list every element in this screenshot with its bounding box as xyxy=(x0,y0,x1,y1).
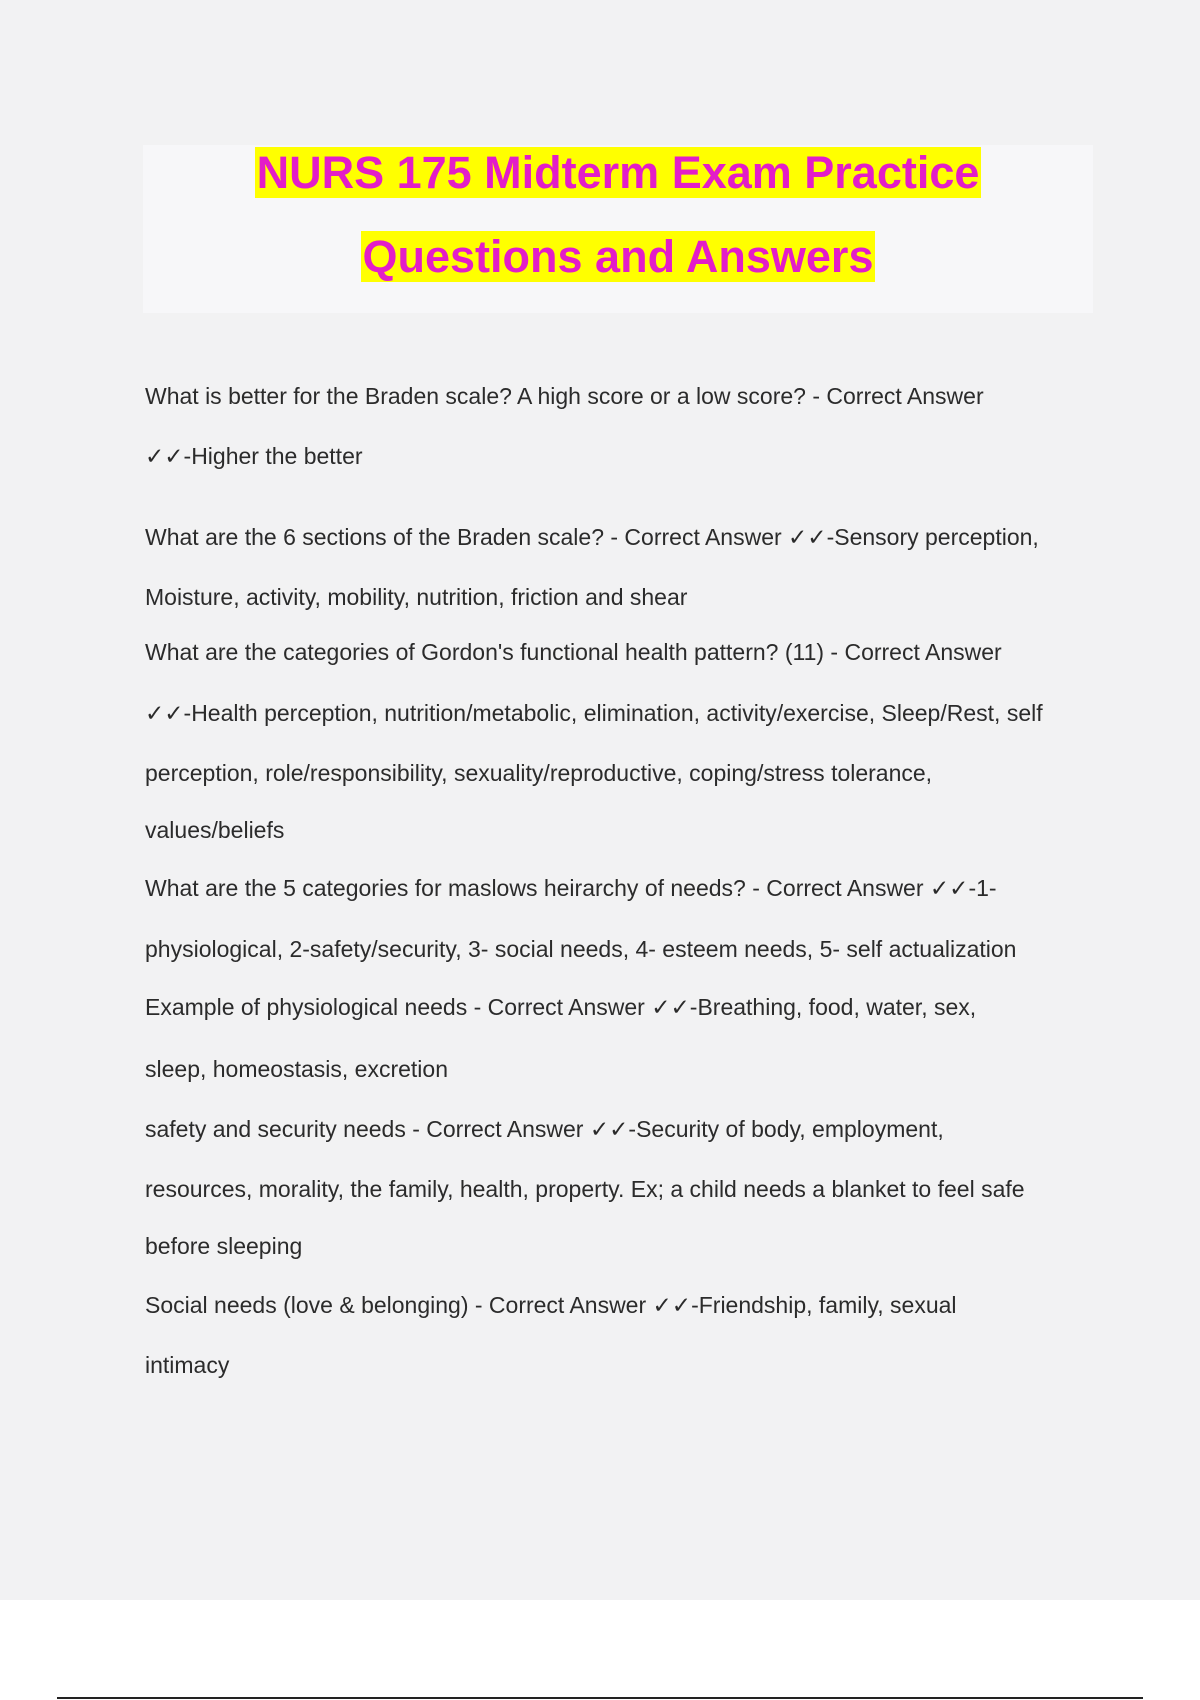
qa-line: What are the categories of Gordon's functional health pattern? (11) - Correct Answer xyxy=(145,639,1002,665)
footer-divider xyxy=(57,1697,1143,1699)
qa-line: What are the 6 sections of the Braden scale? - Correct Answer ✓✓-Sensory perception, xyxy=(145,524,1039,550)
qa-line: physiological, 2-safety/security, 3- social needs, 4- esteem needs, 5- self actualization xyxy=(145,936,1017,962)
qa-line: What are the 5 categories for maslows heirarchy of needs? - Correct Answer ✓✓-1- xyxy=(145,875,997,901)
qa-line: Example of physiological needs - Correct Answer ✓✓-Breathing, food, water, sex, xyxy=(145,994,977,1020)
qa-line: Moisture, activity, mobility, nutrition, friction and shear xyxy=(145,584,688,610)
qa-line: before sleeping xyxy=(145,1233,303,1259)
qa-line: What is better for the Braden scale? A high score or a low score? - Correct Answer xyxy=(145,383,984,409)
title-line-1 xyxy=(143,145,1093,201)
qa-line: values/beliefs xyxy=(145,817,285,843)
title-block xyxy=(143,145,1093,313)
qa-line: ✓✓-Health perception, nutrition/metabolic, elimination, activity/exercise, Sleep/Rest, self xyxy=(145,700,1043,726)
qa-line: intimacy xyxy=(145,1352,230,1378)
qa-line: ✓✓-Higher the better xyxy=(145,443,363,469)
qa-line: safety and security needs - Correct Answer ✓✓-Security of body, employment, xyxy=(145,1116,944,1142)
qa-line: perception, role/responsibility, sexuality/reproductive, coping/stress tolerance, xyxy=(145,760,933,786)
title-text-1: NURS 175 Midterm Exam Practice xyxy=(256,147,980,198)
qa-line: sleep, homeostasis, excretion xyxy=(145,1056,448,1082)
title-text-2: Questions and Answers xyxy=(362,231,874,282)
qa-line: Social needs (love & belonging) - Correct Answer ✓✓-Friendship, family, sexual xyxy=(145,1292,957,1318)
qa-line: resources, morality, the family, health, property. Ex; a child needs a blanket to feel safe xyxy=(145,1176,1025,1202)
title-line-2 xyxy=(143,229,1093,285)
